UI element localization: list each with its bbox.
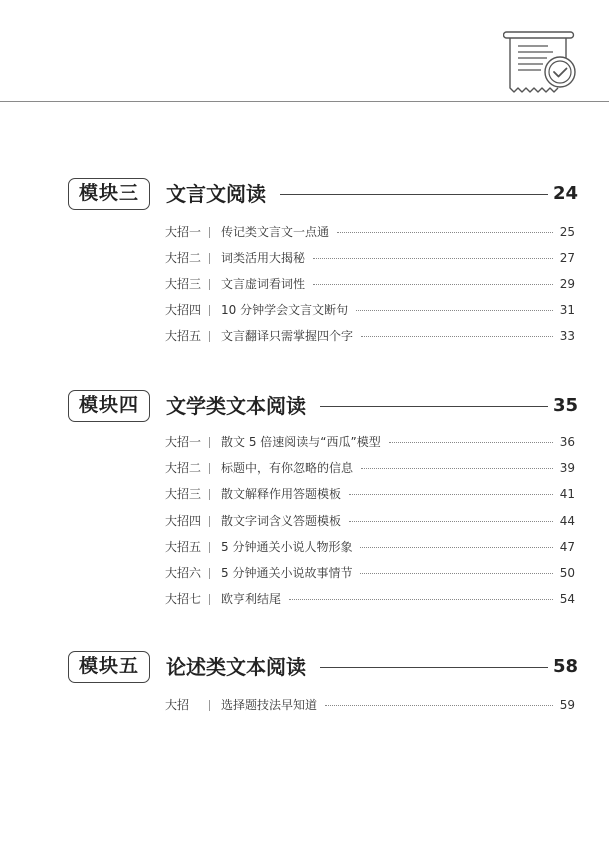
entry-separator [209,489,210,500]
module-heading[interactable] [68,651,578,685]
toc-entry[interactable] [165,458,575,478]
entry-label: 大招一 [165,435,202,449]
entry-title: 欧亨利结尾 [221,592,282,607]
entry-page-number: 31 [559,303,575,317]
entry-dot-leader [289,599,553,600]
entry-label: 大招二 [165,461,202,476]
toc-entry[interactable] [165,432,575,452]
toc-entry[interactable] [165,695,575,715]
header-divider [0,101,609,102]
entry-page-number: 41 [559,487,575,502]
entry-separator [209,331,210,342]
entry-separator [209,305,210,316]
entry-dot-leader [325,705,553,706]
module-leader-line [320,667,548,668]
entry-dot-leader [313,284,553,285]
entry-page-number: 54 [559,592,575,607]
entry-title: 5 分钟通关小说人物形象 [221,539,353,554]
entry-title: 散文 5 倍速阅读与“西瓜”模型 [221,435,381,449]
toc-entry[interactable] [165,589,575,609]
entry-label: 大招 [165,698,190,712]
entry-page-number: 25 [559,225,575,239]
entry-label: 大招四 [165,513,202,528]
toc-entry[interactable] [165,326,575,346]
entry-title: 5 分钟通关小说故事情节 [221,566,353,580]
entry-title: 标题中，有你忽略的信息 [221,461,354,476]
entry-title: 词类活用大揭秘 [221,251,306,265]
entry-page-number: 47 [559,539,575,554]
entry-page-number: 39 [559,461,575,476]
toc-entry[interactable] [165,274,575,294]
module-tag: 模块五 [68,651,150,683]
entry-separator [209,542,210,553]
entry-label: 大招五 [165,539,202,554]
entry-title: 文言虚词看词性 [221,277,306,291]
entry-separator [209,516,210,527]
entry-dot-leader [360,573,553,574]
entry-label: 大招二 [165,251,202,265]
entry-separator [209,279,210,290]
entry-label: 大招四 [165,303,202,317]
module-tag: 模块三 [68,178,150,210]
entry-separator [209,227,210,238]
entry-page-number: 50 [559,566,575,580]
entry-separator [209,253,210,264]
toc-entry[interactable] [165,222,575,242]
entry-title: 传记类文言文一点通 [221,225,330,239]
entry-dot-leader [361,468,553,469]
module-tag: 模块四 [68,390,150,422]
entry-label: 大招三 [165,277,202,291]
entry-separator [209,463,210,474]
entry-dot-leader [349,494,553,495]
entry-page-number: 33 [559,329,575,343]
entry-title: 10 分钟学会文言文断句 [221,303,349,317]
entry-page-number: 44 [559,513,575,528]
entry-dot-leader [313,258,553,259]
entry-separator [209,594,210,605]
entry-title: 文言翻译只需掌握四个字 [221,329,354,343]
module-page-number: 58 [552,656,578,677]
entry-label: 大招五 [165,329,202,343]
module-leader-line [280,194,548,195]
entry-title: 选择题技法早知道 [221,698,318,712]
entry-title: 散文解释作用答题模板 [221,487,342,502]
entry-dot-leader [356,310,553,311]
entry-label: 大招三 [165,487,202,502]
toc-entry[interactable] [165,563,575,583]
module-leader-line [320,406,548,407]
entry-page-number: 59 [559,698,575,712]
module-page-number: 35 [552,395,578,416]
entry-label: 大招七 [165,592,202,607]
entry-separator [209,700,210,711]
receipt-check-icon [503,30,577,98]
entry-dot-leader [361,336,553,337]
module-page-number: 24 [552,183,578,204]
entry-title: 散文字词含义答题模板 [221,513,342,528]
module-title: 文言文阅读 [166,182,266,206]
toc-entry[interactable] [165,300,575,320]
entry-page-number: 36 [559,435,575,449]
module-heading[interactable] [68,390,578,424]
toc-entry[interactable] [165,484,575,504]
entry-page-number: 27 [559,251,575,265]
toc-entry[interactable] [165,511,575,531]
module-heading[interactable] [68,178,578,212]
entry-page-number: 29 [559,277,575,291]
toc-entry[interactable] [165,248,575,268]
entry-dot-leader [360,547,553,548]
module-title: 论述类文本阅读 [166,655,306,679]
module-title: 文学类文本阅读 [166,394,306,418]
entry-dot-leader [389,442,553,443]
entry-label: 大招一 [165,225,202,239]
toc-entry[interactable] [165,537,575,557]
entry-separator [209,437,210,448]
entry-dot-leader [349,521,553,522]
entry-separator [209,568,210,579]
entry-label: 大招六 [165,566,202,580]
entry-dot-leader [337,232,553,233]
